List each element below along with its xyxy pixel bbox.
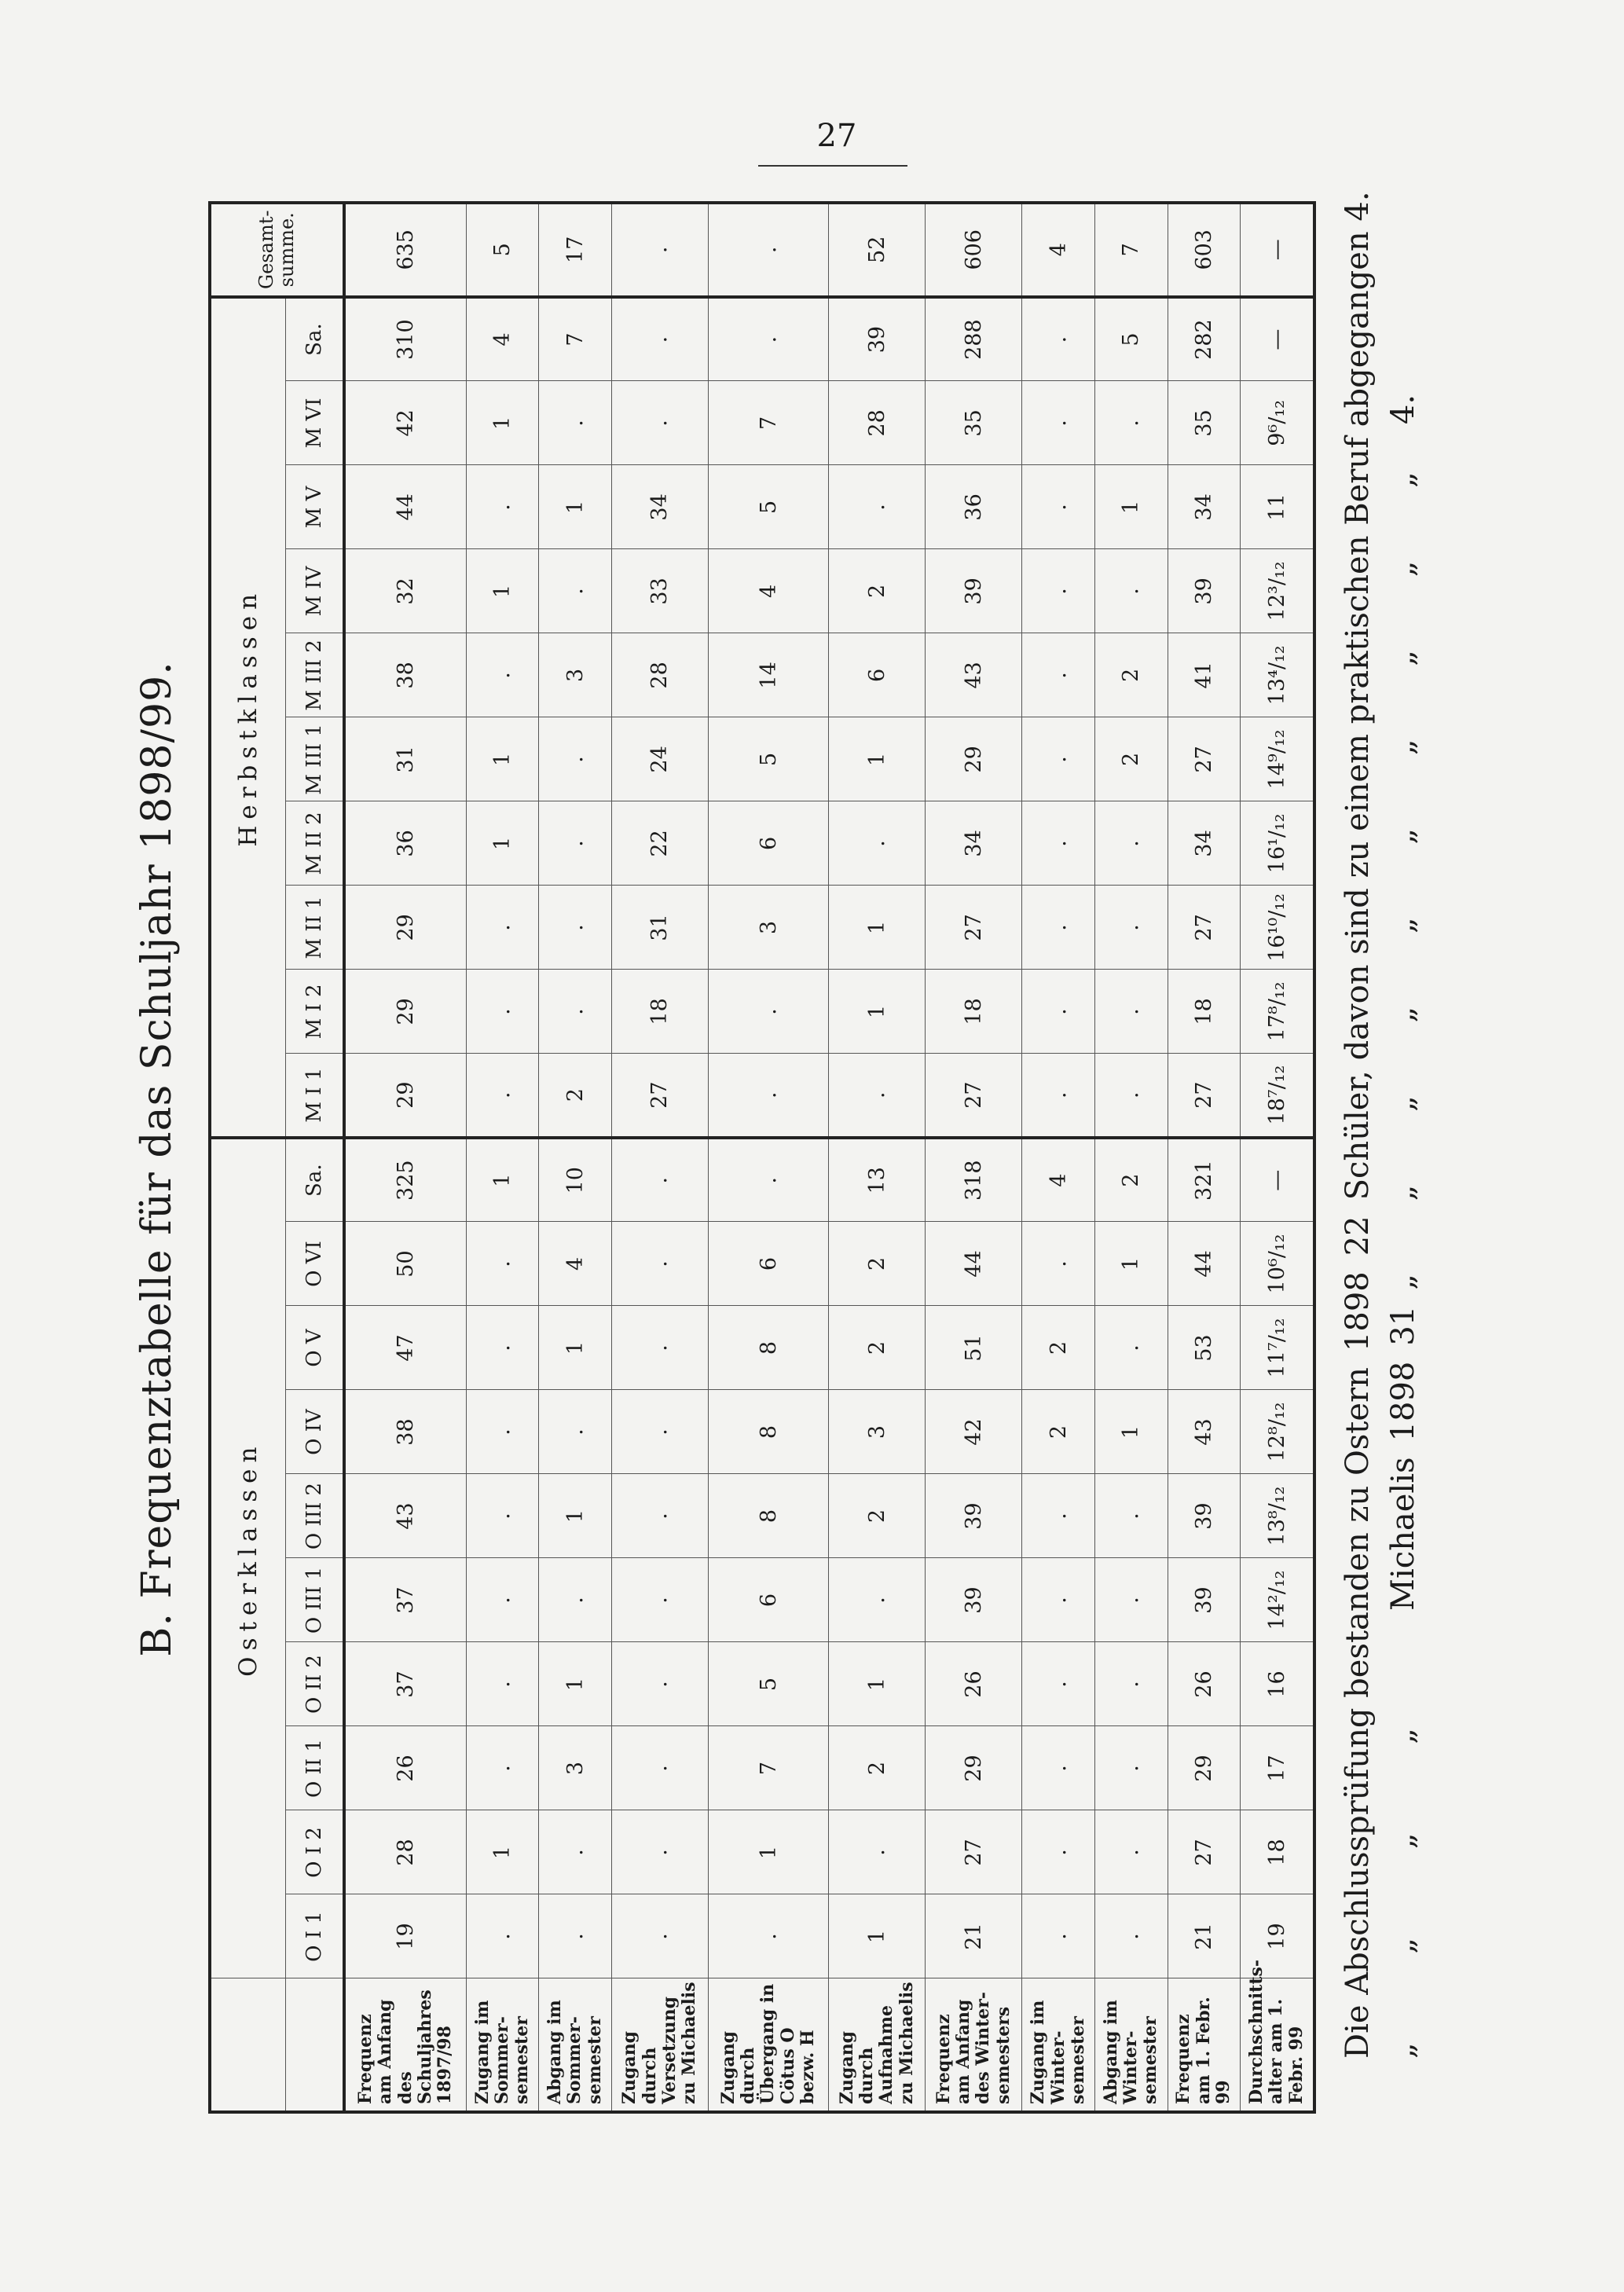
col-header-oster-0: O I 1 [285,1894,344,1978]
cell-oster: 1 [708,1810,828,1894]
cell-oster: 10⁶/₁₂ [1241,1222,1314,1306]
cell-herbst: . [539,801,612,886]
cell-oster: 44 [1168,1222,1241,1306]
herbst-group-header: Herbstklassen [210,297,285,1138]
cell-herbst: 5 [1094,297,1168,381]
cell-herbst: . [829,1054,926,1138]
cell-oster: . [1022,1810,1095,1894]
cell-oster: 42 [926,1390,1022,1474]
cell-oster: 17 [1241,1726,1314,1810]
cell-oster: 43 [1168,1390,1241,1474]
cell-herbst: . [1094,801,1168,886]
cell-oster: 18 [1241,1810,1314,1894]
cell-herbst: 14⁹/₁₂ [1241,717,1314,801]
cell-oster: 16 [1241,1642,1314,1726]
cell-herbst: 38 [344,633,466,717]
row-label: Frequenz am 1. Febr. 99 [1168,1978,1241,2112]
cell-oster: 7 [708,1726,828,1810]
cell-herbst: . [1022,886,1095,970]
cell-herbst: . [539,717,612,801]
page-number-rule [758,165,907,167]
table-row [1241,203,1314,2112]
cell-oster: 1 [1094,1390,1168,1474]
cell-herbst: 1 [466,801,539,886]
table-row [708,203,828,2112]
cell-herbst: . [611,297,708,381]
label-header-cell [285,1978,344,2112]
cell-oster: 3 [539,1726,612,1810]
table-row [611,203,708,2112]
cell-herbst: 16¹⁰/₁₂ [1241,886,1314,970]
col-header-oster-7: O V [285,1306,344,1390]
cell-herbst: 35 [926,381,1022,465]
column-header-row [285,203,344,2112]
cell-oster: 43 [344,1474,466,1558]
cell-oster: . [1094,1810,1168,1894]
table-row [466,203,539,2112]
cell-herbst: 2 [539,1054,612,1138]
cell-oster: . [708,1894,828,1978]
row-label: Frequenz am Anfang des Schuljahres 1897/98 [344,1978,466,2112]
cell-herbst: 5 [708,465,828,549]
cell-herbst: . [1022,297,1095,381]
table-row [926,203,1022,2112]
cell-oster: 8 [708,1306,828,1390]
cell-herbst: 12³/₁₂ [1241,549,1314,633]
cell-total: 52 [829,203,926,297]
cell-oster: 2 [829,1222,926,1306]
table-row [1094,203,1168,2112]
cell-oster: 27 [926,1810,1022,1894]
cell-herbst: 35 [1168,381,1241,465]
cell-oster: 6 [708,1222,828,1306]
table-row [539,203,612,2112]
cell-herbst: 39 [926,549,1022,633]
row-label: Durchschnitts-alter am 1. Febr. 99 [1241,1978,1314,2112]
cell-oster: . [539,1558,612,1642]
cell-oster: 21 [926,1894,1022,1978]
cell-oster: 19 [344,1894,466,1978]
col-header-oster-1: O I 2 [285,1810,344,1894]
cell-oster: — [1241,1138,1314,1222]
cell-herbst: 43 [926,633,1022,717]
col-header-oster-3: O II 2 [285,1642,344,1726]
cell-herbst: 36 [926,465,1022,549]
cell-oster: 39 [926,1474,1022,1558]
col-header-oster-8: O VI [285,1222,344,1306]
cell-herbst: 27 [926,1054,1022,1138]
cell-oster: . [466,1222,539,1306]
cell-herbst: . [466,1054,539,1138]
cell-herbst: 1 [466,549,539,633]
cell-oster: . [1022,1222,1095,1306]
cell-herbst: . [829,801,926,886]
cell-herbst: 1 [466,381,539,465]
cell-total: 606 [926,203,1022,297]
cell-herbst: 9⁶/₁₂ [1241,381,1314,465]
cell-herbst: . [1022,970,1095,1054]
cell-herbst: 1 [466,717,539,801]
col-header-herbst-1: M I 2 [285,970,344,1054]
cell-oster: 28 [344,1810,466,1894]
cell-herbst: 1 [539,465,612,549]
table-row [829,203,926,2112]
cell-herbst: 11 [1241,465,1314,549]
cell-oster: . [611,1894,708,1978]
cell-oster: 50 [344,1222,466,1306]
col-header-herbst-2: M II 1 [285,886,344,970]
cell-oster: 38 [344,1390,466,1474]
cell-oster: . [539,1894,612,1978]
cell-herbst: 39 [829,297,926,381]
footer-lead: Die Abschlussprüfung bestanden zu Ostern [1340,1367,1376,2059]
page-number: 27 [816,118,857,154]
cell-oster: . [1022,1474,1095,1558]
cell-herbst: . [708,1054,828,1138]
footer-term: Michaelis [1385,1457,1421,1611]
cell-herbst: . [466,886,539,970]
cell-herbst: 28 [829,381,926,465]
cell-herbst: 13⁴/₁₂ [1241,633,1314,717]
cell-herbst: 3 [708,886,828,970]
cell-oster: 19 [1241,1894,1314,1978]
cell-oster: 1 [466,1138,539,1222]
cell-herbst: . [1094,381,1168,465]
cell-herbst: 34 [1168,801,1241,886]
col-header-herbst-3: M II 2 [285,801,344,886]
cell-herbst: 29 [344,1054,466,1138]
cell-oster: . [611,1474,708,1558]
cell-oster: 26 [344,1726,466,1810]
cell-herbst: . [539,886,612,970]
col-header-herbst-7: M V [285,465,344,549]
cell-oster: . [611,1642,708,1726]
cell-herbst: . [539,549,612,633]
cell-oster: . [708,1138,828,1222]
cell-herbst: — [1241,297,1314,381]
table-row [1168,203,1241,2112]
footer-line-michaelis [1385,212,1421,2059]
cell-oster: 37 [344,1642,466,1726]
footer-ditto-2: „ „ „ „ „ „ „ „ „ „ [1385,440,1421,1290]
cell-total: 635 [344,203,466,297]
cell-herbst: . [1022,465,1095,549]
cell-herbst: . [708,297,828,381]
footer-rest: Schüler, davon sind zu einem praktischen Beruf abgegangen 4. [1340,191,1376,1201]
cell-herbst: . [539,381,612,465]
col-header-oster-6: O IV [285,1390,344,1474]
cell-oster: . [466,1474,539,1558]
cell-herbst: 41 [1168,633,1241,717]
cell-oster: 27 [1168,1810,1241,1894]
cell-oster: 1 [466,1810,539,1894]
cell-oster: 14²/₁₂ [1241,1558,1314,1642]
footer-year-2: 1898 [1385,1361,1421,1442]
cell-oster: . [1094,1642,1168,1726]
cell-herbst: 34 [1168,465,1241,549]
cell-herbst: . [466,633,539,717]
cell-herbst: 1 [829,886,926,970]
cell-herbst: 32 [344,549,466,633]
cell-oster: . [1094,1558,1168,1642]
row-label: Zugang durch Aufnahme zu Michaelis [829,1978,926,2112]
cell-oster: 26 [926,1642,1022,1726]
cell-oster: 39 [926,1558,1022,1642]
cell-herbst: 4 [708,549,828,633]
oster-group-header: Osterklassen [210,1138,285,1978]
cell-total: 4 [1022,203,1095,297]
row-label: Abgang im Winter-semester [1094,1978,1168,2112]
cell-herbst: . [1022,1054,1095,1138]
cell-oster: . [1022,1894,1095,1978]
cell-oster: 39 [1168,1474,1241,1558]
row-label: Zugang im Winter-semester [1022,1978,1095,2112]
cell-oster: 2 [1022,1306,1095,1390]
cell-oster: 2 [829,1474,926,1558]
cell-herbst: 2 [1094,633,1168,717]
cell-herbst: 24 [611,717,708,801]
cell-herbst: 1 [829,970,926,1054]
cell-oster: 13⁸/₁₂ [1241,1474,1314,1558]
cell-oster: 5 [708,1642,828,1726]
cell-herbst: . [466,465,539,549]
table-row [344,203,466,2112]
col-header-herbst-0: M I 1 [285,1054,344,1138]
col-header-oster-5: O III 2 [285,1474,344,1558]
footer-line-ostern [1340,191,1376,2059]
cell-herbst: . [1094,549,1168,633]
cell-herbst: . [1022,633,1095,717]
cell-oster: . [466,1642,539,1726]
footer-note [1340,191,1431,2059]
frequency-table [208,201,1316,2114]
cell-herbst: . [1094,1054,1168,1138]
cell-herbst: 6 [708,801,828,886]
gesamt-header: Gesamt-summe. [210,203,344,297]
cell-oster: . [1022,1558,1095,1642]
cell-oster: 47 [344,1306,466,1390]
cell-herbst: 27 [1168,886,1241,970]
cell-herbst: 7 [708,381,828,465]
cell-oster: 26 [1168,1642,1241,1726]
cell-oster: 321 [1168,1138,1241,1222]
cell-total: . [708,203,828,297]
cell-herbst: 31 [344,717,466,801]
cell-oster: . [611,1810,708,1894]
cell-oster: 4 [539,1222,612,1306]
cell-herbst: 18⁷/₁₂ [1241,1054,1314,1138]
footer-ditto: „ „ „ „ [1385,1688,1421,2059]
col-header-herbst-5: M III 2 [285,633,344,717]
cell-oster: . [611,1390,708,1474]
cell-oster: 21 [1168,1894,1241,1978]
cell-oster: . [466,1306,539,1390]
cell-total: 603 [1168,203,1241,297]
cell-oster: 2 [829,1306,926,1390]
cell-herbst: . [829,465,926,549]
cell-herbst: 22 [611,801,708,886]
cell-oster: 29 [1168,1726,1241,1810]
cell-oster: 39 [1168,1558,1241,1642]
footer-year: 1898 [1340,1271,1376,1352]
cell-oster: . [611,1306,708,1390]
cell-oster: 1 [829,1894,926,1978]
cell-herbst: 1 [829,717,926,801]
cell-oster: 1 [539,1306,612,1390]
cell-oster: . [1094,1726,1168,1810]
cell-herbst: . [611,381,708,465]
cell-oster: . [1094,1306,1168,1390]
corner-cell [210,1978,285,2112]
cell-oster: 1 [1094,1222,1168,1306]
cell-oster: 44 [926,1222,1022,1306]
cell-oster: 11⁷/₁₂ [1241,1306,1314,1390]
cell-herbst: 28 [611,633,708,717]
row-label: Zugang durch Übergang in Cötus O bezw. H [708,1978,828,2112]
cell-herbst: 36 [344,801,466,886]
row-label: Abgang im Sommer-semester [539,1978,612,2112]
cell-herbst: 29 [926,717,1022,801]
cell-herbst: 6 [829,633,926,717]
cell-herbst: 27 [611,1054,708,1138]
cell-oster: 13 [829,1138,926,1222]
row-label: Zugang durch Versetzung zu Michaelis [611,1978,708,2112]
cell-total: 7 [1094,203,1168,297]
cell-oster: 1 [539,1474,612,1558]
col-header-herbst-8: M VI [285,381,344,465]
cell-herbst: . [1094,886,1168,970]
cell-oster: 10 [539,1138,612,1222]
cell-herbst: 18 [1168,970,1241,1054]
cell-oster: . [829,1558,926,1642]
cell-oster: . [539,1810,612,1894]
cell-oster: 2 [829,1726,926,1810]
cell-herbst: 34 [611,465,708,549]
col-header-herbst-6: M IV [285,549,344,633]
cell-total: 5 [466,203,539,297]
cell-oster: . [1022,1642,1095,1726]
cell-herbst: 14 [708,633,828,717]
cell-herbst: 29 [344,886,466,970]
cell-herbst: . [466,970,539,1054]
cell-oster: . [829,1810,926,1894]
cell-oster: 12⁸/₁₂ [1241,1390,1314,1474]
col-header-herbst-4: M III 1 [285,717,344,801]
group-header-row [210,203,285,2112]
cell-oster: . [611,1138,708,1222]
cell-total: 17 [539,203,612,297]
cell-oster: . [611,1726,708,1810]
cell-oster: 1 [539,1642,612,1726]
cell-oster: 325 [344,1138,466,1222]
table-title: B. Frequenztabelle für das Schuljahr 1898/99. [134,661,181,1657]
cell-herbst: 31 [611,886,708,970]
footer-num: 4. [1385,394,1421,425]
cell-herbst: 18 [611,970,708,1054]
cell-herbst: 16¹/₁₂ [1241,801,1314,886]
cell-herbst: 29 [344,970,466,1054]
cell-herbst: 282 [1168,297,1241,381]
cell-oster: . [466,1390,539,1474]
cell-herbst: 34 [926,801,1022,886]
cell-herbst: 17⁸/₁₂ [1241,970,1314,1054]
cell-herbst: 27 [926,886,1022,970]
cell-herbst: . [1022,381,1095,465]
cell-herbst: 7 [539,297,612,381]
cell-herbst: 27 [1168,1054,1241,1138]
cell-herbst: 4 [466,297,539,381]
cell-herbst: 310 [344,297,466,381]
cell-oster: . [539,1390,612,1474]
cell-oster: 2 [1094,1138,1168,1222]
cell-oster: . [611,1222,708,1306]
footer-count-2: 31 [1385,1305,1421,1346]
cell-oster: 51 [926,1306,1022,1390]
footer-count: 22 [1340,1216,1376,1256]
cell-oster: . [611,1558,708,1642]
cell-herbst: 5 [708,717,828,801]
row-label: Zugang im Sommer-semester [466,1978,539,2112]
cell-herbst: 2 [829,549,926,633]
cell-herbst: 1 [1094,465,1168,549]
cell-herbst: 27 [1168,717,1241,801]
cell-oster: 8 [708,1390,828,1474]
cell-oster: 37 [344,1558,466,1642]
col-header-oster-9: Sa. [285,1138,344,1222]
col-header-oster-4: O III 1 [285,1558,344,1642]
cell-oster: . [466,1558,539,1642]
cell-herbst: 42 [344,381,466,465]
cell-herbst: 39 [1168,549,1241,633]
cell-oster: 8 [708,1474,828,1558]
cell-oster: 6 [708,1558,828,1642]
cell-herbst: . [1022,801,1095,886]
cell-oster: . [1022,1726,1095,1810]
col-header-herbst-9: Sa. [285,297,344,381]
cell-oster: 318 [926,1138,1022,1222]
cell-herbst: . [539,970,612,1054]
cell-oster: 3 [829,1390,926,1474]
cell-oster: . [466,1894,539,1978]
table-body [344,203,1314,2112]
cell-oster: 53 [1168,1306,1241,1390]
cell-herbst: . [708,970,828,1054]
col-header-oster-2: O II 1 [285,1726,344,1810]
cell-oster: 2 [1022,1390,1095,1474]
row-label: Frequenz am Anfang des Winter-semesters [926,1978,1022,2112]
cell-herbst: 33 [611,549,708,633]
rotated-page-content [134,191,1532,2114]
table-row [1022,203,1095,2112]
cell-oster: . [466,1726,539,1810]
cell-herbst: 288 [926,297,1022,381]
cell-herbst: . [1022,549,1095,633]
cell-herbst: 18 [926,970,1022,1054]
cell-oster: 1 [829,1642,926,1726]
cell-herbst: 3 [539,633,612,717]
cell-total: — [1241,203,1314,297]
cell-oster: . [1094,1894,1168,1978]
cell-oster: 29 [926,1726,1022,1810]
cell-herbst: 44 [344,465,466,549]
cell-oster: . [1094,1474,1168,1558]
cell-herbst: . [1094,970,1168,1054]
cell-oster: 4 [1022,1138,1095,1222]
cell-herbst: . [1022,717,1095,801]
cell-herbst: 2 [1094,717,1168,801]
cell-total: . [611,203,708,297]
